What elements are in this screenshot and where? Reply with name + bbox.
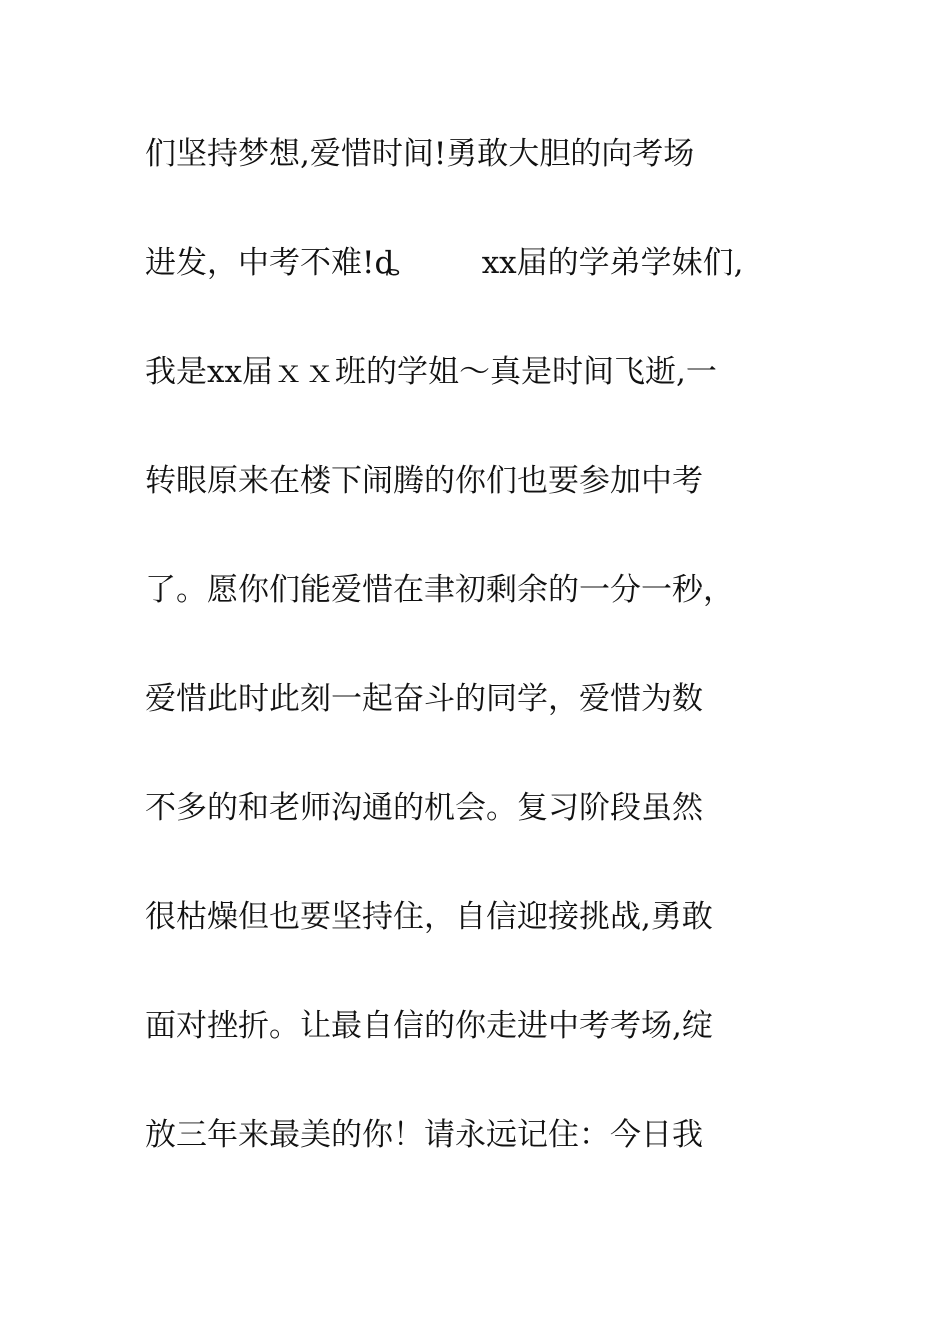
text-line-1: 们坚持梦想,爱惜时间!勇敢大胆的向考场 bbox=[145, 136, 695, 172]
text-line-2-head: 进发，中考不难! bbox=[145, 245, 375, 281]
text-line-9: 面对挫折。让最自信的你走进中考考场,绽 bbox=[145, 1008, 713, 1044]
body-text bbox=[145, 127, 825, 1217]
text-line-2 bbox=[145, 236, 825, 290]
text-line-4: 转眼原来在楼下闹腾的你们也要参加中考 bbox=[145, 463, 703, 499]
stray-glyph: ȡ bbox=[374, 245, 400, 281]
text-line-6: 爱惜此时此刻一起奋斗的同学，爱惜为数 bbox=[145, 681, 703, 717]
text-line-5: 了。愿你们能爱惜在聿初剩余的一分一秒， bbox=[145, 572, 734, 608]
text-line-8: 很枯燥但也要坚持住，自信迎接挑战,勇敢 bbox=[145, 899, 713, 935]
text-line-3: 我是xx届ｘｘ班的学姐～真是时间飞逝,一 bbox=[145, 354, 717, 390]
text-line-7: 不多的和老师沟通的机会。复习阶段虽然 bbox=[145, 790, 703, 826]
text-line-2-tail: xx届的学弟学妹们, bbox=[481, 245, 744, 281]
text-line-10: 放三年来最美的你！请永远记住：今日我 bbox=[145, 1117, 703, 1153]
